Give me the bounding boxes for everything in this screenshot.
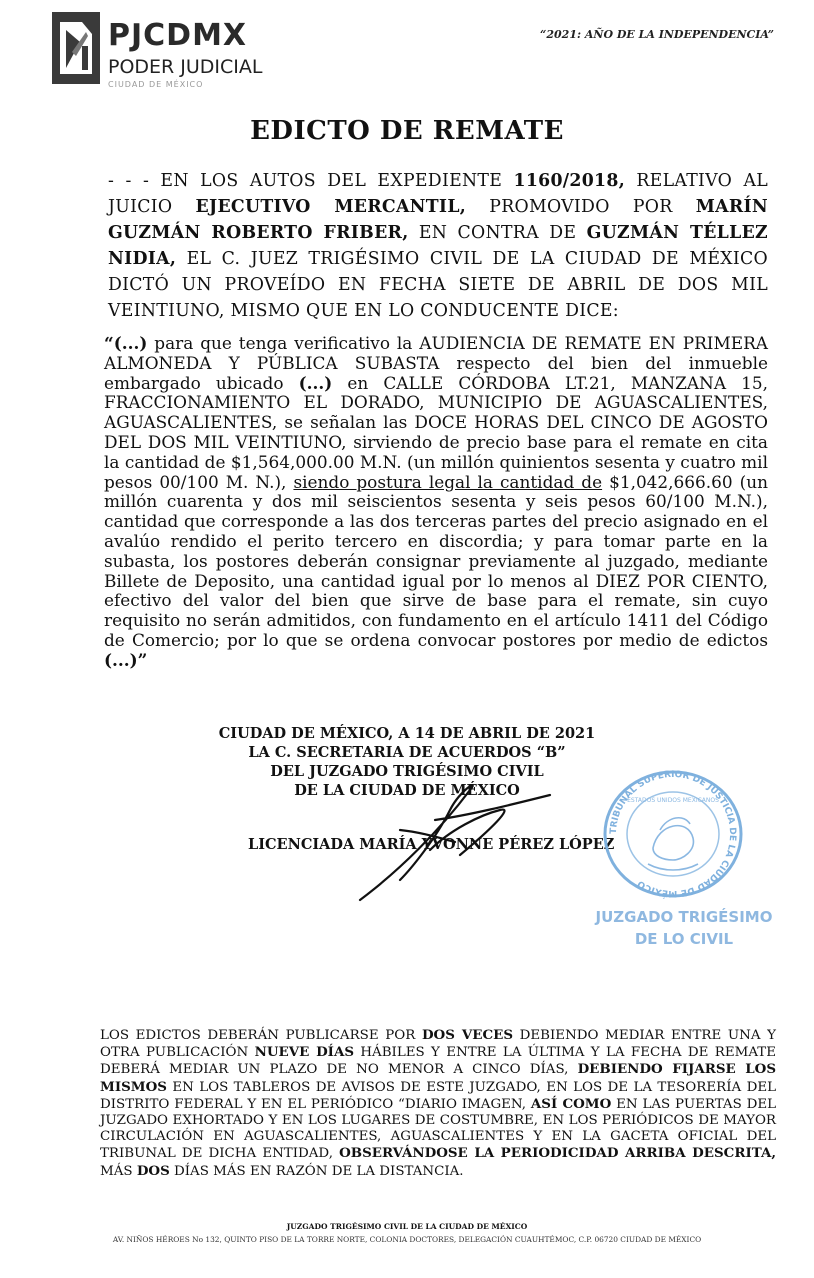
notice-bold-text: OBSERVÁNDOSE LA PERIODICIDAD ARRIBA DESCRITA, (339, 1145, 776, 1162)
intro-text: EL C. JUEZ TRIGÉSIMO CIVIL DE LA CIUDAD DE MÉXICO DICTÓ UN PROVEÍDO EN FECHA SIETE DE ABRIL DE DOS MIL VEINTIUNO, MISMO QUE EN LO CONDUCENTE DICE: (108, 249, 768, 321)
notice-text: HÁBILES Y ENTRE LA ÚLTIMA Y LA FECHA DE REMATE DEBERÁ MEDIAR UN PLAZO DE NO MENOR A CINCO DÍAS, (100, 1045, 776, 1078)
notice-bold-text: ASÍ COMO (530, 1095, 612, 1112)
logo-emblem-icon (52, 12, 100, 84)
logo-wordmark: PJCDMX (108, 18, 248, 53)
court-stamp (584, 906, 784, 950)
notice-text: EN LOS TABLEROS DE AVISOS DE ESTE JUZGADO, EN LOS DE LA TESORERÍA DEL DISTRITO FEDERAL Y EN EL PERIÓDICO “DIARIO IMAGEN, (100, 1079, 776, 1112)
notice-bold-text: DOS (136, 1162, 170, 1179)
intro-text: PROMOVIDO POR (466, 197, 696, 217)
official-seal (598, 768, 748, 900)
document-title: EDICTO DE REMATE (250, 116, 564, 146)
footer-court-name: JUZGADO TRIGÉSIMO CIVIL DE LA CIUDAD DE MÉXICO (286, 1222, 528, 1231)
publication-notice (100, 1027, 776, 1180)
notice-bold-text: DEBIENDO FIJARSE LOS MISMOS (100, 1061, 777, 1095)
court-logo (52, 12, 282, 92)
plaintiff-name: MARÍN GUZMÁN ROBERTO FRIBER, (108, 197, 768, 243)
stamp-line: DE LO CIVIL (634, 930, 734, 948)
quote-text: en CALLE CÓRDOBA LT.21, MANZANA 15, FRACCIONAMIENTO EL DORADO, MUNICIPIO DE AGUASCALIENTES, AGUASCALIENTES, se señalan las DOCE HORAS DEL CINCO DE AGOSTO DEL DOS MIL VEINTIUNO, sirviendo de precio base para el remate en cita la cantidad de $1,564,000.00 M.N. (un millón quinientos sesenta y cuatro mil pesos 00/100 M. N.), (104, 372, 768, 492)
quote-ellipsis: (...)” (104, 649, 148, 670)
logo-subtitle: PODER JUDICIAL (108, 56, 263, 78)
case-number: 1160/2018, (513, 171, 626, 191)
notice-text: DEBIENDO MEDIAR ENTRE UNA Y OTRA PUBLICACIÓN (100, 1028, 777, 1061)
signature-city: DE LA CIUDAD DE MÉXICO (294, 782, 520, 799)
signer-name: LICENCIADA MARÍA YVONNE PÉREZ LÓPEZ (248, 836, 615, 853)
notice-text: EN LAS PUERTAS DEL JUZGADO EXHORTADO Y EN LOS LUGARES DE COSTUMBRE, EN LOS PERIÓDICOS DE MAYOR CIRCULACIÓN EN AGUASCALIENTES, AGUASCALIENTES Y EN LA GACETA OFICIAL DEL TRIBUNAL DE DICHA ENTIDAD, (100, 1096, 777, 1162)
signature-court: DEL JUZGADO TRIGÉSIMO CIVIL (270, 763, 544, 780)
handwritten-signature (340, 760, 560, 910)
quote-text: $1,042,666.60 (un millón cuarenta y dos mil seiscientos sesenta y seis pesos 60/100 M.N.), cantidad que corresponde a las dos terceras partes del precio asignado en el avalúo rendido el perito tercero en discordia; y para tomar parte en la subasta, los postores deberán consignar previamente al juzgado, mediante Billete de Deposito, una cantidad igual por lo menos al DIEZ POR CIENTO, efectivo del valor del bien que sirve de base para el remate, sin cuyo requisito no serán admitidos, con fundamento en el artículo 1411 del Código de Comercio; por lo que se ordena convocar postores por medio de edictos (104, 471, 768, 650)
trial-type: EJECUTIVO MERCANTIL, (195, 197, 467, 217)
signature-role: LA C. SECRETARIA DE ACUERDOS “B” (248, 744, 566, 761)
notice-text: DÍAS MÁS EN RAZÓN DE LA DISTANCIA. (169, 1163, 464, 1179)
eagle-emblem-icon (648, 818, 698, 870)
defendant-name: GUZMÁN TÉLLEZ NIDIA, (108, 223, 768, 269)
quote-text: para que tenga verificativo la AUDIENCIA DE REMATE EN PRIMERA ALMONEDA Y PÚBLICA SUBASTA respecto del bien del inmueble embargado ubicado (104, 333, 768, 393)
seal-ring-text: TRIBUNAL SUPERIOR DE JUSTICIA DE LA CIUDAD DE MÉXICO (608, 769, 738, 899)
notice-text: MÁS (100, 1163, 137, 1179)
intro-text: RELATIVO AL JUICIO (108, 171, 768, 217)
seal-inner-text: ESTADOS UNIDOS MEXICANOS (627, 797, 719, 804)
quoted-order-paragraph (104, 334, 768, 671)
intro-text: EN CONTRA DE (408, 223, 587, 243)
footer-address: AV. NIÑOS HÉROES No 132, QUINTO PISO DE LA TORRE NORTE, COLONIA DOCTORES, DELEGACIÓN CUAUHTÉMOC, C.P. 06720 CIUDAD DE MÉXICO (112, 1235, 702, 1244)
quote-ellipsis: (...) (298, 372, 333, 393)
signature-date: CIUDAD DE MÉXICO, A 14 DE ABRIL DE 2021 (218, 725, 596, 742)
logo-caption: CIUDAD DE MÉXICO (108, 80, 204, 89)
notice-bold-text: NUEVE DÍAS (254, 1044, 355, 1061)
stamp-line: JUZGADO TRIGÉSIMO (595, 908, 773, 926)
intro-paragraph (108, 168, 768, 324)
quote-underlined-text: siendo postura legal la cantidad de (293, 471, 603, 492)
quote-ellipsis: “(...) (104, 333, 148, 353)
header-motto: “2021: AÑO DE LA INDEPENDENCIA” (540, 28, 774, 41)
intro-text: - - - EN LOS AUTOS DEL EXPEDIENTE (108, 171, 514, 191)
notice-bold-text: DOS VECES (421, 1027, 514, 1043)
notice-text: LOS EDICTOS DEBERÁN PUBLICARSE POR (100, 1028, 422, 1043)
